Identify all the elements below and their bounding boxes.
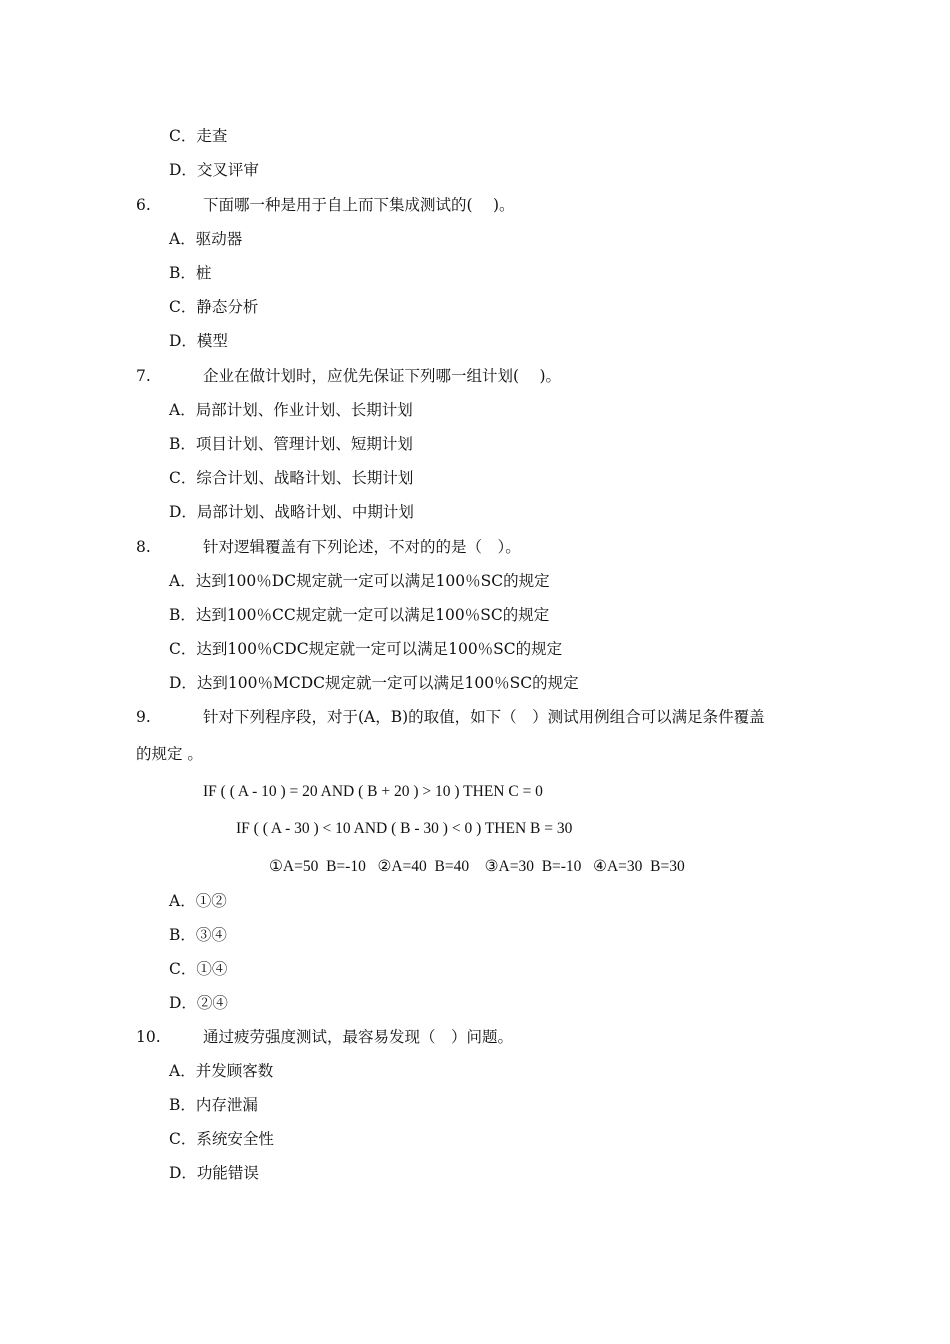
q7-option-a: A．局部计划、作业计划、长期计划 — [169, 401, 413, 419]
q6-number: 6. — [136, 196, 151, 214]
q9-text-continued: 的规定 。 — [136, 745, 203, 763]
q5-option-c: C．走查 — [169, 127, 228, 145]
q10-option-b: B．内存泄漏 — [169, 1096, 258, 1114]
q6-text: 下面哪一种是用于自上而下集成测试的( )。 — [203, 196, 515, 214]
q7-text: 企业在做计划时，应优先保证下列哪一组计划( )。 — [203, 367, 562, 385]
q10-option-a: A．并发顾客数 — [169, 1062, 274, 1080]
q7-option-b: B．项目计划、管理计划、短期计划 — [169, 435, 413, 453]
q6-option-c: C．静态分析 — [169, 298, 259, 316]
q9-option-d: D．②④ — [169, 994, 228, 1012]
q9-text: 针对下列程序段，对于(A，B)的取值，如下（ ）测试用例组合可以满足条件覆盖 — [203, 708, 765, 726]
q9-test-cases: ①A=50 B=-10 ②A=40 B=40 ③A=30 B=-10 ④A=30 B=30 — [269, 858, 685, 875]
q10-option-d: D．功能错误 — [169, 1164, 259, 1182]
q6-option-b: B．桩 — [169, 264, 212, 282]
q8-option-b: B．达到100％CC规定就一定可以满足100％SC的规定 — [169, 606, 550, 624]
q10-text: 通过疲劳强度测试，最容易发现（ ）问题。 — [203, 1028, 514, 1046]
q9-code-line-2: IF ( ( A - 30 ) < 10 AND ( B - 30 ) < 0 ) THEN B = 30 — [236, 820, 573, 837]
q8-option-d: D．达到100％MCDC规定就一定可以满足100％SC的规定 — [169, 674, 579, 692]
q10-number: 10. — [136, 1028, 161, 1046]
q5-option-d: D．交叉评审 — [169, 161, 259, 179]
q6-option-d: D．模型 — [169, 332, 228, 350]
q10-option-c: C．系统安全性 — [169, 1130, 274, 1148]
q9-option-b: B．③④ — [169, 926, 227, 944]
q9-option-c: C．①④ — [169, 960, 228, 978]
q9-number: 9. — [136, 708, 151, 726]
q8-text: 针对逻辑覆盖有下列论述，不对的的是（ ）。 — [203, 538, 521, 556]
q7-number: 7. — [136, 367, 151, 385]
q8-option-c: C．达到100％CDC规定就一定可以满足100％SC的规定 — [169, 640, 563, 658]
q9-option-a: A．①② — [169, 892, 227, 910]
q8-number: 8. — [136, 538, 151, 556]
q7-option-c: C．综合计划、战略计划、长期计划 — [169, 469, 414, 487]
q6-option-a: A．驱动器 — [169, 230, 243, 248]
q8-option-a: A．达到100％DC规定就一定可以满足100％SC的规定 — [169, 572, 550, 590]
q9-code-line-1: IF ( ( A - 10 ) = 20 AND ( B + 20 ) > 10 ) THEN C = 0 — [203, 783, 543, 800]
q7-option-d: D．局部计划、战略计划、中期计划 — [169, 503, 414, 521]
